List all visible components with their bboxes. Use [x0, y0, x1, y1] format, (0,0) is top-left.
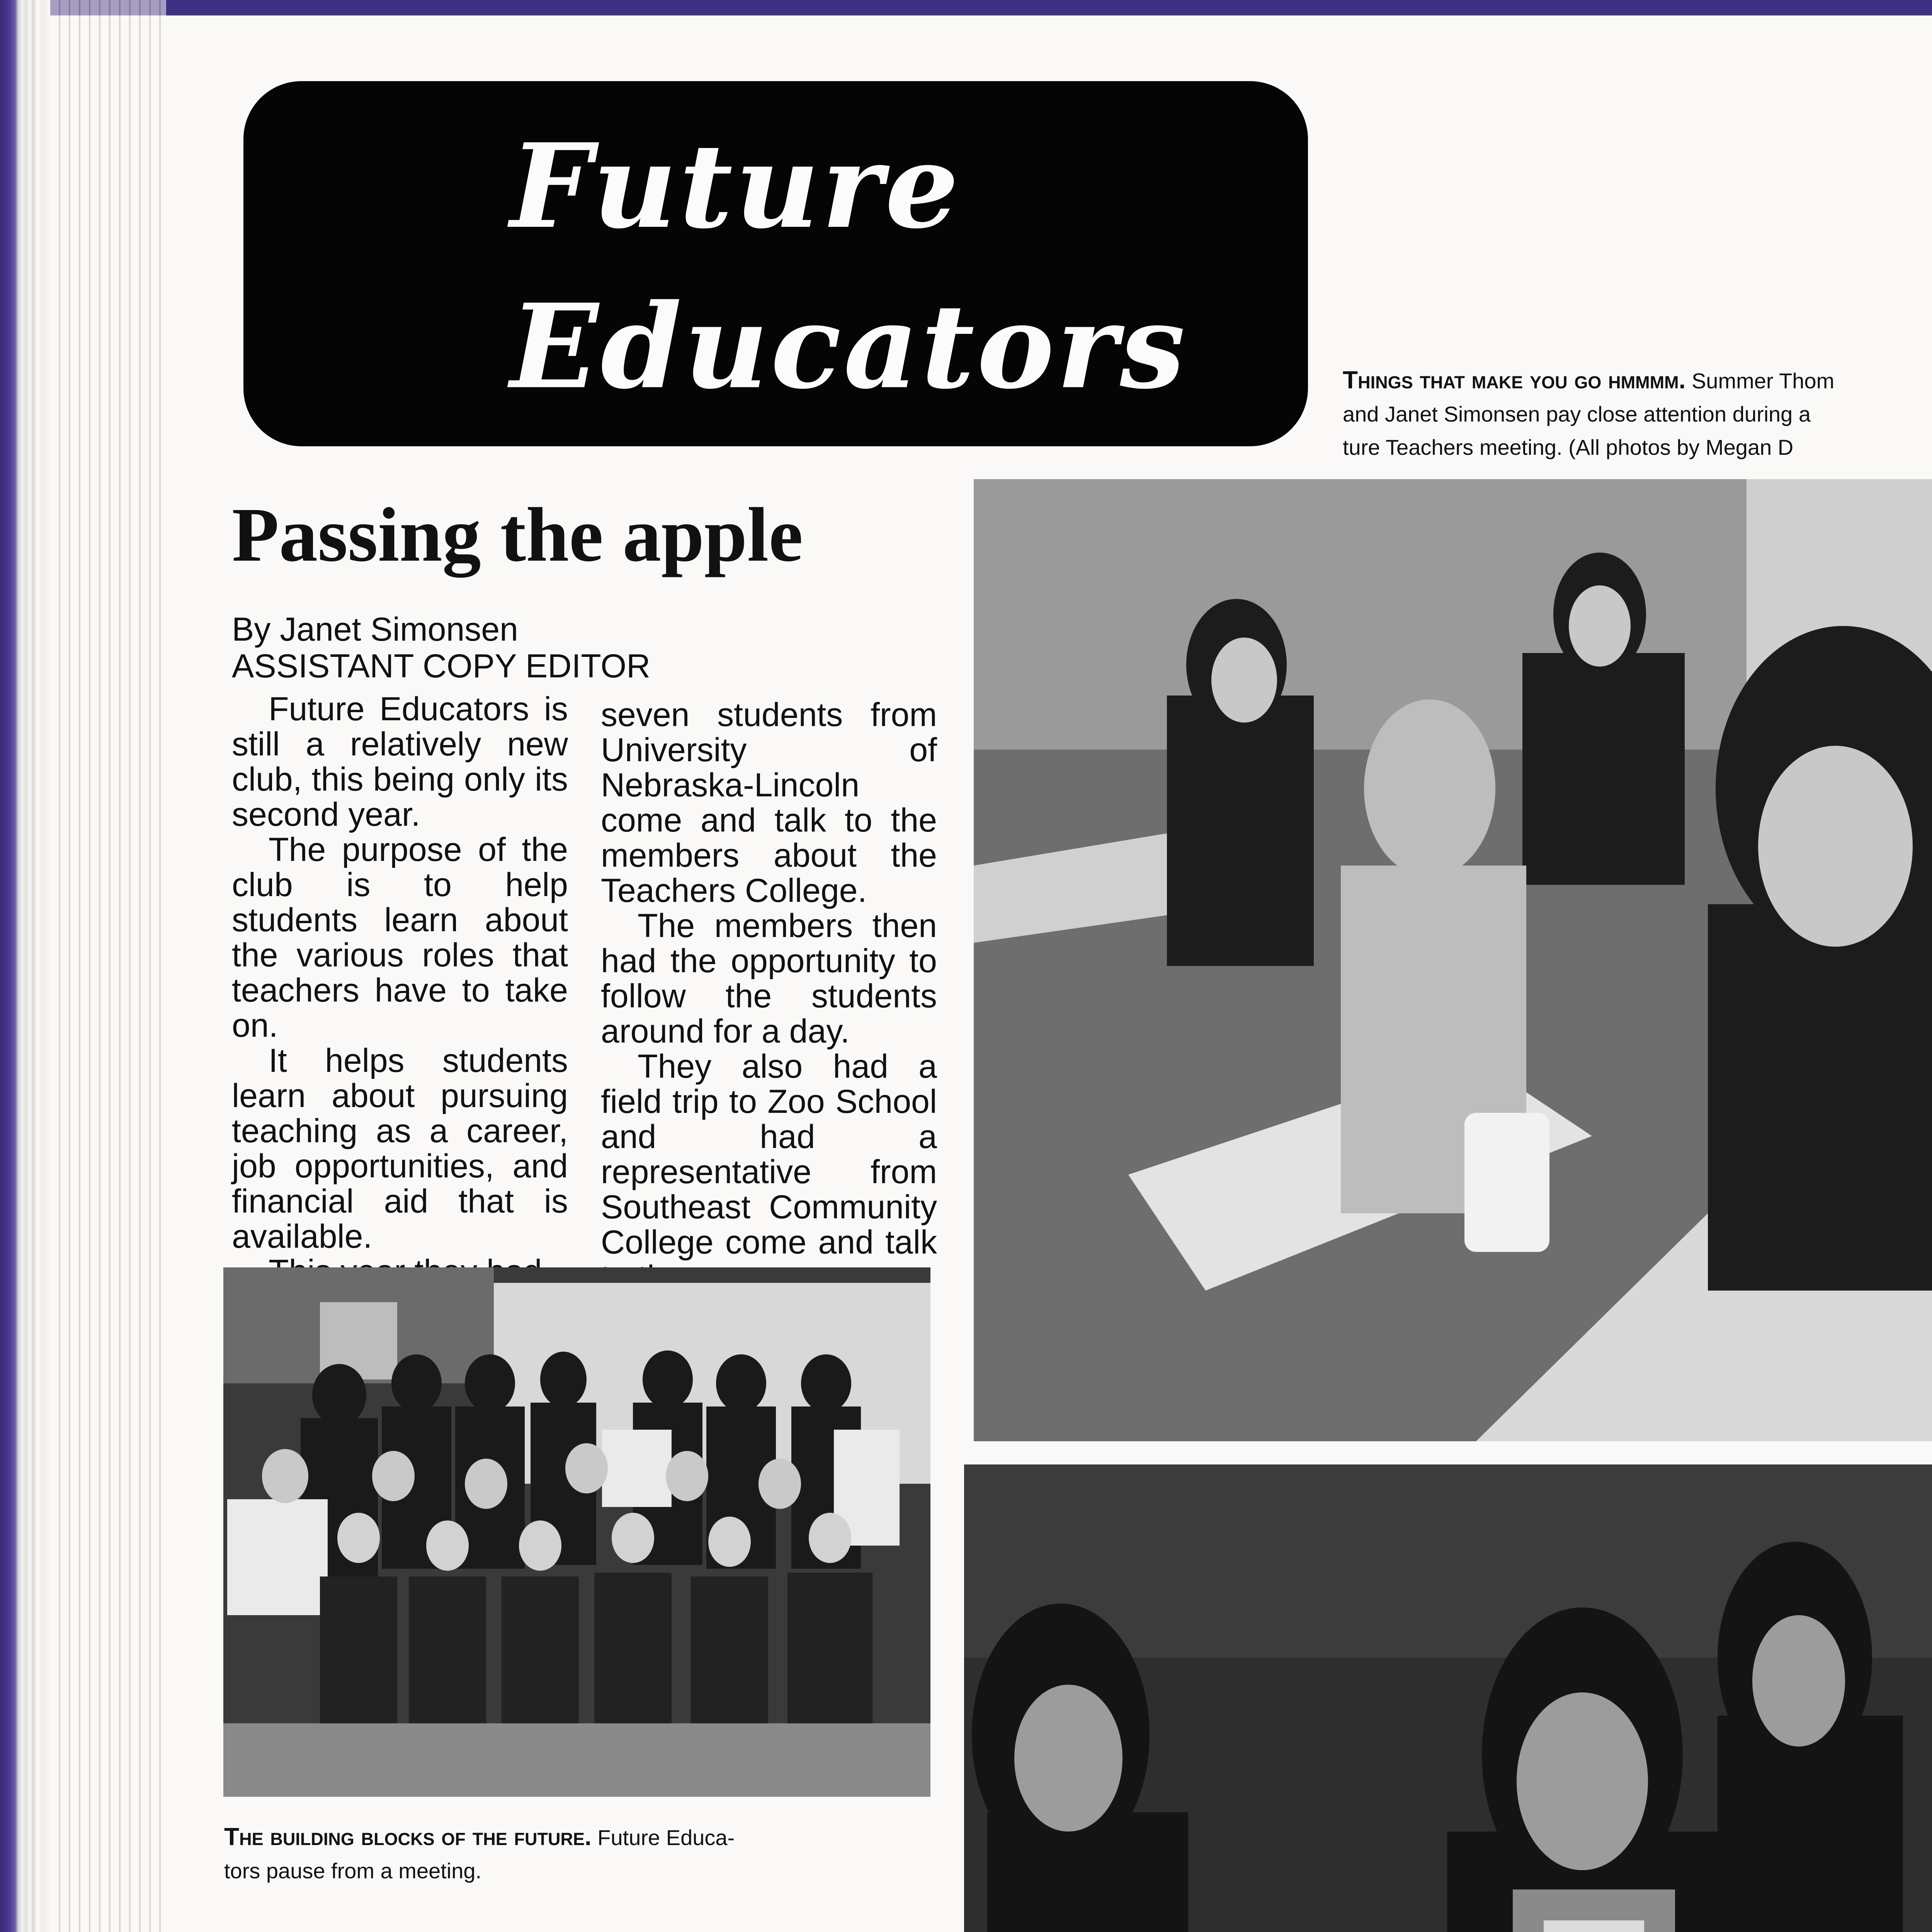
book-spine: [0, 0, 50, 1932]
paragraph: seven students from University of Nebraska-Lincoln come and talk to the members about the Teachers College.: [601, 696, 937, 909]
banner-title-line1: Future: [510, 118, 961, 254]
caption-text: Future Educa-: [591, 1825, 735, 1850]
caption-text: ture Teachers meeting. (All photos by Megan D: [1343, 435, 1794, 459]
caption-text: tors pause from a meeting.: [224, 1859, 482, 1883]
caption-text: Summer Thom: [1685, 369, 1835, 393]
page-top-edge: [0, 0, 1932, 15]
group-photo-caption: [224, 1820, 735, 1888]
paragraph: The purpose of the club is to help students learn about the various roles that teachers have to take on.: [232, 831, 568, 1044]
paragraph: They also had a field trip to Zoo School and had a representative from Southeast Community College come and talk: [601, 1048, 937, 1261]
byline-name: By Janet Simonsen: [232, 611, 518, 648]
paragraph: Future Educators is still a relatively new club, this being only its second year.: [232, 690, 568, 833]
caption-lead: The building blocks of the future.: [224, 1823, 592, 1850]
article-column-2: [601, 697, 937, 1295]
article-headline: Passing the apple: [232, 492, 803, 578]
paragraph: It helps students learn about pursuing teaching as a career, job opportunities, and financial aid that is available.: [232, 1042, 568, 1255]
banner-title-line2: Educators: [510, 278, 1188, 415]
caption-lead: Things that make you go hmmmm.: [1343, 366, 1686, 394]
page-edges: [50, 0, 166, 1932]
paragraph: The members then had the opportunity to follow the students around for a day.: [601, 907, 937, 1050]
caption-text: and Janet Simonsen pay close attention during a: [1343, 402, 1811, 426]
group-photo: [223, 1267, 930, 1797]
article-column-1: [232, 692, 568, 1289]
byline-title: ASSISTANT COPY EDITOR: [232, 648, 651, 685]
classroom-photo-top: [974, 479, 1932, 1441]
classroom-photo-bottom: [964, 1464, 1932, 1932]
top-photo-caption: [1343, 363, 1834, 464]
